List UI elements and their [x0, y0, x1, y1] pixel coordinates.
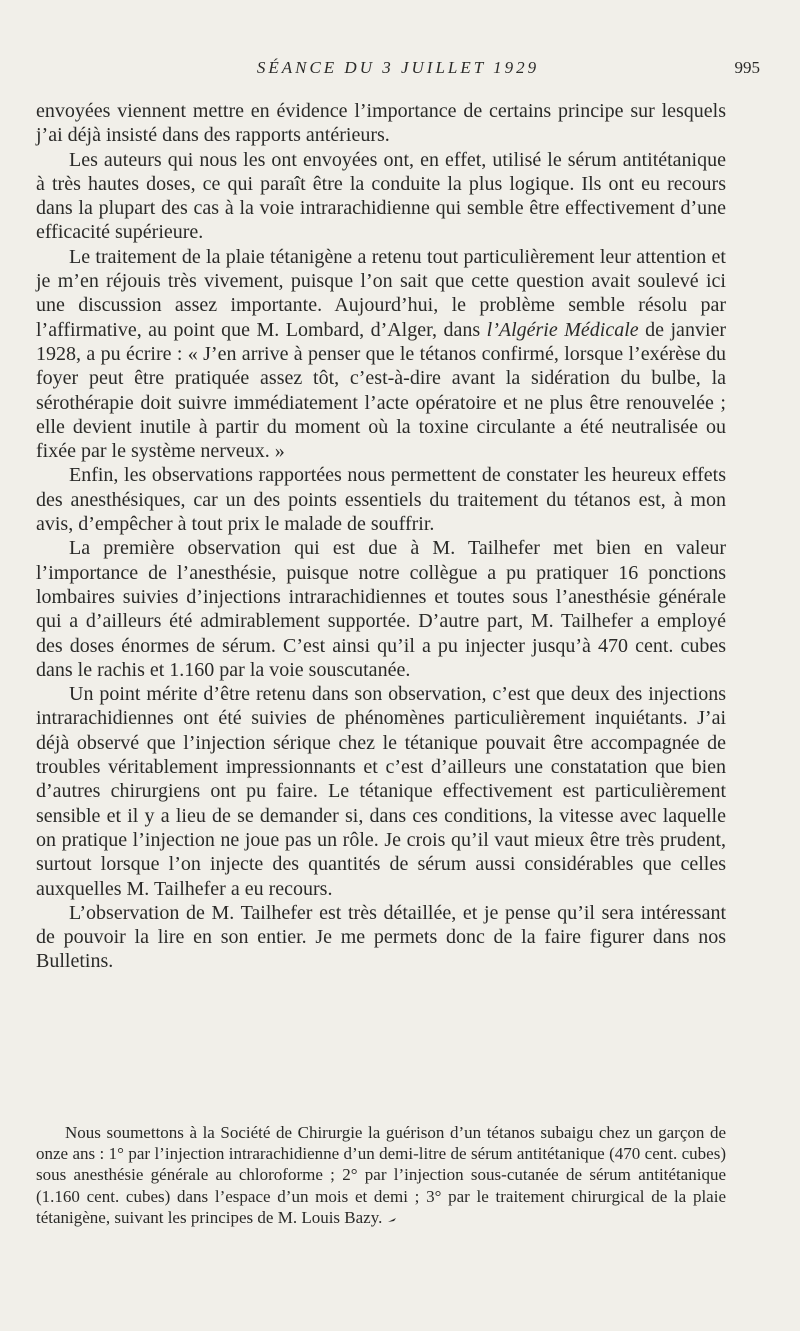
case-summary-body: Nous soumettons à la Société de Chirurgie la guérison d’un tétanos subaigu chez un garçon de onze ans : 1° par l’injection intrarachidienne d’un demi-litre de sérum antitétanique (470 cent. cubes) sous anesthésie générale au chloroforme ; 2° par l’injection sous-cutanée de sérum antitétanique (1.160 cent. cubes) dans l’espace d’un mois et demi ; 3° par le traitement chirurgical de la plaie tétanigène, suivant les principes de M. Louis Bazy. [36, 1123, 726, 1227]
paragraph-conclusion: L’observation de M. Tailhefer est très détaillée, et je pense qu’il sera intéressant de pouvoir la lire en son entier. Je me permets donc de la faire figurer dans nos Bulletins. [36, 901, 726, 973]
paragraph-doses: Les auteurs qui nous les ont envoyées ont, en effet, utilisé le sérum antitétanique à très hautes doses, ce qui paraît être la conduite la plus logique. Ils ont eu recours dans la plupart des cas à la voie intrarachidienne qui semble être effectivement d’une efficacité supérieure. [36, 148, 726, 244]
paragraph-wound-treatment-text: Le traitement de la plaie tétanigène a retenu tout particulièrement leur attention et je m’en réjouis très vivement, puisque l’on sait que cette question avait soulevé ici une discussion assez importante. Aujourd’hui, le problème semble résolu par l’affirmative, au point que M. Lombard, d’Alger, [36, 245, 726, 341]
body-text [36, 99, 726, 974]
page-number: 995 [734, 58, 760, 77]
paragraph-anesthetics: Enfin, les observations rapportées nous permettent de constater les heureux effets des anesthésiques, car un des points essentiels du traitement du tétanos est, à mon avis, d’empêcher à tout prix le malade de souffrir. [36, 464, 726, 536]
case-summary [36, 1122, 726, 1228]
paragraph-wound-treatment [36, 245, 726, 464]
case-summary-text [36, 1122, 726, 1228]
paragraph-injection-risks: Un point mérite d’être retenu dans son observation, c’est que deux des injections intrarachidiennes ont été suivies de phénomènes particulièrement inquiétants. J’ai déjà observé que l’injection sérique chez le tétanique pouvait être accompagnée de troubles véritablement impressionnants et c’est d’ailleurs une constatation que bien d’autres chirurgiens ont pu faire. Le tétanique effectivement est particulièrement sensible et il y a lieu de se demander si, dans ces conditions, la vitesse avec laquelle on pratique l’injection ne joue pas un rôle. Je crois qu’il vaut mieux être très prudent, surtout lorsque l’on injecte des quantités de sérum aussi considérables que celles auxquelles M. Tailhefer a eu recours. [36, 683, 726, 900]
running-title: SÉANCE DU 3 JUILLET 1929 [256, 58, 540, 77]
paragraph-first-observation: La première observation qui est due à M. Tailhefer met bien en valeur l’importance de l’anesthésie, puisque notre collègue a pu pratiquer 16 ponctions lombaires suivies d’injections intrarachidiennes et toutes sous l’anesthésie générale qui a d’ailleurs été admirablement supportée. D’autre part, M. Tailhefer a employé des doses énormes de sérum. C’est ainsi qu’il a pu injecter jusqu’à 470 cent. cubes dans le rachis et 1.160 par la voie souscutanée. [36, 537, 726, 681]
dans-word: dans [443, 318, 481, 341]
paragraph-continuation: envoyées viennent mettre en évidence l’importance de certains principe sur lesquels j’ai déjà insisté dans des rapports antérieurs. [36, 100, 726, 147]
quote-text: que le tétanos confirmé, lorsque l’exérèse du foyer peut être pratiquée assez tôt, c’est-à-dire avant la sidération du bulbe, la sérothérapie doit suivre immédiatement l’acte opératoire et ne plus être renouvelée ; elle devient inutile à partir du moment où la toxine circulante a été neutralisée ou fixée par le système nerveux. » [36, 342, 727, 463]
running-head [36, 58, 760, 84]
ink-mark-icon [388, 1218, 396, 1223]
journal-title: l’Algérie Médicale [486, 318, 639, 341]
quote-intro: de janvier 1928, a pu écrire : « J’en arrive à penser [36, 318, 727, 365]
